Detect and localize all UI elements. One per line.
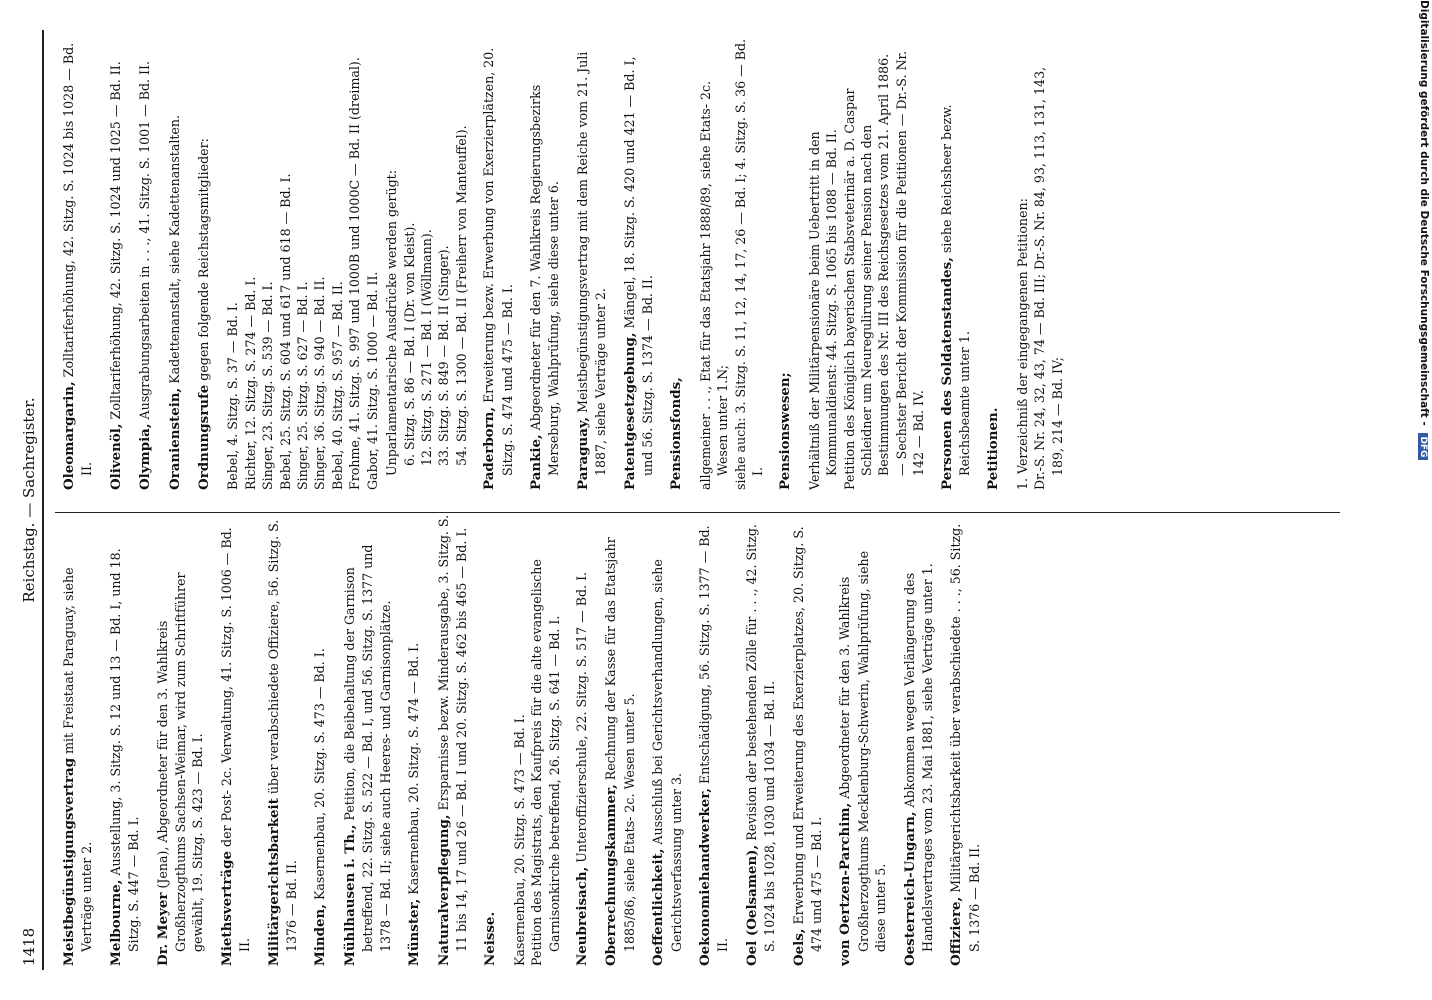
- entry-text: Ausstellung, 3. Sitzg. S. 12 und 13 — Bd. I, und 18. Sitzg. S. 447 — Bd. I.: [107, 548, 142, 952]
- entry-subline: Frohme, 41. Sitzg. S. 997 und 1000B und 1000C — Bd. II (dreimal).: [347, 57, 363, 490]
- page-number: 1418: [20, 927, 38, 966]
- entry-text: (Jena), Abgeordneter für den 3. Wahlkreis Großherzogthums Sachsen-Weimar, wird zum Schriftführer gewählt, 19. Sitzg. S. 423 — Bd. I.: [154, 572, 206, 952]
- register-entry: [481, 514, 499, 966]
- register-entry: [621, 38, 657, 490]
- entry-spacer: [766, 38, 776, 490]
- entry-subline: Singer, 36. Sitzg. S. 940 — Bd. II.: [312, 276, 328, 490]
- page-header: [18, 30, 44, 970]
- entry-text: Abgeordneter für den 7. Wahlkreis Regierungsbezirks Merseburg, Wahlprüfung, siehe diese unter 6.: [527, 84, 562, 476]
- entry-subline: Singer, 23. Sitzg. S. 539 — Bd. I.: [260, 281, 276, 490]
- entry-subline: Verhältniß der Militärpensionäre beim Uebertritt in den Kommunaldienst: 44. Sitzg. S. 1065 bis 1088 — Bd. II.: [806, 129, 840, 490]
- entry-spacer: [928, 38, 938, 490]
- entry-subheading: Unparlamentarische Ausdrücke werden gerügt:: [384, 170, 400, 476]
- entry-subline: Petition des Königlich bayerischen Stabsveterinär a. D. Caspar Schleidner um Neuregulirung seiner Pension nach den Bestimmungen des Nr. III des Reichsgesetzes vom 21. April 1886. — Sechster Bericht der Kommission für die Petitionen — Dr.-S. Nr. 142 — Bd. IV.: [841, 50, 927, 490]
- entry-keyword: Pensionswesen;: [777, 372, 794, 490]
- entry-subline: 54. Sitzg. S. 1300 — Bd. II (Freiherr von Manteuffel).: [453, 125, 469, 466]
- entry-subline: Kasernenbau, 20. Sitzg. S. 473 — Bd. I.: [511, 714, 527, 966]
- entry-keyword: Naturalverpflegung,: [435, 814, 452, 966]
- entry-keyword: Militärgerichtsbarkeit: [265, 798, 282, 966]
- entry-keyword: Patentgesetzgebung,: [621, 332, 638, 490]
- entry-keyword: Neubreisach,: [573, 866, 590, 966]
- entry-subline: 33. Sitzg. S. 849 — Bd. II (Singer).: [436, 245, 452, 466]
- register-entry: [341, 514, 394, 966]
- entry-text: Militärgerichtsbarkeit über verabschiedete . . ., 56. Sitzg. S. 1376 — Bd. II.: [948, 523, 982, 952]
- entry-keyword: Miethsverträge: [218, 850, 235, 966]
- register-entry: [311, 514, 329, 966]
- entry-spacer: [1066, 38, 1076, 490]
- entry-text: Unteroffizierschule, 22. Sitzg. S. 517 — Bd. I.: [573, 571, 589, 867]
- entry-text: Petition, die Beibehaltung der Garnison betreffend, 22. Sitzg. S. 522 — Bd. I, und 56. Sitzg. S. 1377 und 1378 — Bd. II; siehe auch Heeres- und Garnisonplätze.: [341, 544, 393, 952]
- entry-text: Abgeordneter für den 3. Wahlkreis Großherzogthums Mecklenburg-Schwerin, Wahlprüfung, siehe diese unter 5.: [837, 550, 889, 952]
- entry-keyword: Dr. Meyer: [154, 892, 171, 966]
- register-entry: [136, 38, 154, 490]
- entry-keyword: Oranienstein,: [166, 387, 183, 490]
- entry-subline: Bebel, 40. Sitzg. S. 957 — Bd. II.: [329, 281, 345, 490]
- entry-text: über verabschiedete Offiziere, 56. Sitzg. S. 1376 — Bd. II.: [265, 519, 300, 952]
- register-entry: [265, 514, 301, 966]
- entry-text: Ausgrabungsarbeiten in . . ., 41. Sitzg. S. 1001 — Bd. II.: [137, 61, 153, 424]
- entry-text: Ausschluß bei Gerichtsverhandlungen, siehe Gerichtsverfassung unter 3.: [650, 559, 684, 952]
- entry-text: siehe Reichsheer bezw. Reichsbeamte unter 1.: [938, 104, 973, 476]
- entry-subline: Dr.-S. Nr. 24, 32, 43, 74 — Bd. III; Dr.-S. Nr. 84, 93, 113, 131, 143, 189, 214 — Bd. IV;: [1032, 66, 1065, 490]
- entry-subline: Bebel, 25. Sitzg. S. 604 und 617 und 618 — Bd. I.: [277, 173, 293, 490]
- register-entry: [573, 514, 591, 966]
- entry-text: gegen folgende Reichstagsmitglieder:: [196, 138, 212, 385]
- register-entry: [60, 38, 96, 490]
- entry-text: Entschädigung, 56. Sitzg. S. 1377 — Bd. II.: [696, 525, 731, 952]
- entry-text: Kasernenbau, 20. Sitzg. S. 474 — Bd. I.: [406, 642, 422, 899]
- register-entry: [435, 514, 471, 966]
- register-entry: [938, 38, 974, 490]
- register-entry: [901, 514, 937, 966]
- page-title: Reichstag. — Sachregister.: [20, 397, 38, 603]
- entry-keyword: Melbourne,: [107, 879, 124, 966]
- watermark: [1412, 0, 1432, 1000]
- entry-keyword: Oekonomiehandwerker,: [696, 788, 713, 966]
- entry-keyword: Personen des Soldatenstandes,: [938, 257, 955, 490]
- register-entry: [405, 514, 423, 966]
- watermark-label: Digitalisierung gefördert durch die Deutsche Forschungsgemeinschaft -: [1418, 0, 1430, 426]
- entry-keyword: Offiziere,: [948, 896, 965, 966]
- register-entry: [743, 514, 779, 966]
- entry-keyword: Oeffentlichkeit,: [650, 848, 667, 966]
- register-entry: [60, 514, 96, 966]
- entry-text: mit Freistaat Paraguay, siehe Verträge unter 2.: [61, 567, 95, 952]
- entry-text: Ersparnisse bezw. Minderausgabe, 3. Sitzg. S. 11 bis 14, 17 und 26 — Bd. I und 20. Sitzg. S. 462 bis 465 — Bd. I.: [435, 514, 469, 952]
- register-entry: [574, 38, 610, 490]
- entry-subline: Bebel, 4. Sitzg. S. 37 — Bd. I.: [225, 302, 241, 490]
- register-entry: [667, 38, 685, 490]
- register-entry: [836, 514, 889, 966]
- register-entry: [649, 514, 685, 966]
- entry-text: der Post- 2c. Verwaltung, 41. Sitzg. S. 1006 — Bd. II.: [218, 527, 253, 952]
- entry-keyword: Minden,: [312, 904, 329, 966]
- right-column: [60, 38, 1076, 490]
- entry-keyword: Paraguay,: [574, 416, 591, 490]
- register-entry: [527, 38, 563, 490]
- watermark-text: [1418, 0, 1430, 700]
- column-divider: [55, 512, 1340, 513]
- entry-text: Zolltariferhöhung, 42. Sitzg. S. 1024 bis 1028 — Bd. II.: [61, 42, 95, 476]
- entry-text: Abkommen wegen Verlängerung des Handelsvertrages vom 23. Mai 1881, siehe Verträge unter 1.: [901, 563, 936, 952]
- entry-text: Erwerbung und Erweiterung des Exerzierplatzes, 20. Sitzg. S. 474 und 475 — Bd. I.: [790, 526, 824, 952]
- entry-text: Kadettenanstalt, siehe Kadettenanstalten.: [166, 114, 182, 388]
- entry-subline: 6. Sitzg. S. 86 — Bd. I (Dr. von Kleist).: [401, 222, 417, 466]
- entry-keyword: Pankie,: [527, 434, 544, 490]
- register-entry: [480, 38, 516, 490]
- entry-text: Revision der bestehenden Zölle für . . ., 42. Sitzg. S. 1024 bis 1028, 1030 und 1034 — Bd. II.: [743, 524, 778, 952]
- entry-subline: Gabor, 41. Sitzg. S. 1000 — Bd. II.: [364, 271, 380, 490]
- entry-text: Meistbegünstigungsvertrag mit dem Reiche vom 21. Juli 1887, siehe Verträge unter 2.: [574, 51, 609, 476]
- entry-keyword: von Oertzen-Parchim,: [837, 802, 854, 966]
- entry-keyword: Oels,: [790, 928, 807, 966]
- dfg-logo: DFG: [1418, 433, 1428, 460]
- entry-text: Erweiterung bezw. Erwerbung von Exerzierplätzen, 20. Sitzg. S. 474 und 475 — Bd. I.: [481, 47, 515, 476]
- entry-keyword: Ordnungsrufe: [196, 384, 213, 490]
- entry-subline: allgemeiner . . ., Etat für das Etatsjahr 1888/89, siehe Etats- 2c. Wesen unter 1.N;: [697, 80, 731, 490]
- entry-text: Rechnung der Kasse für das Etatsjahr 1885/86, siehe Etats- 2c. Wesen unter 5.: [603, 537, 637, 952]
- entry-spacer: [563, 514, 573, 966]
- register-entry: [984, 38, 1002, 490]
- register-entry: [195, 38, 213, 490]
- entry-keyword: Neisse.: [482, 911, 499, 966]
- entry-keyword: Oleomargarin,: [61, 381, 77, 490]
- left-column: [60, 514, 994, 966]
- entry-text: Kasernenbau, 20. Sitzg. S. 473 — Bd. I.: [312, 648, 328, 905]
- entry-keyword: Oel (Oelsamen),: [743, 844, 760, 966]
- register-entry: [696, 514, 732, 966]
- register-entry: [107, 38, 125, 490]
- entry-text: Zolltariferhöhung, 42. Sitzg. S. 1024 und 1025 — Bd. II.: [107, 61, 123, 424]
- entry-subline: Richter, 12. Sitzg. S. 274 — Bd. I.: [242, 276, 258, 490]
- register-entry: [166, 38, 184, 490]
- entry-keyword: Paderborn,: [481, 406, 498, 490]
- entry-keyword: Meistbegünstigungsvertrag: [61, 757, 77, 966]
- entry-keyword: Mühlhausen i. Th.,: [341, 824, 358, 966]
- entry-keyword: Olympia,: [137, 423, 154, 490]
- register-entry: [602, 514, 638, 966]
- entry-subline: 12. Sitzg. S. 271 — Bd. I (Wöllmann).: [418, 229, 434, 466]
- entry-keyword: Oesterreich-Ungarn,: [901, 811, 918, 966]
- entry-keyword: Petitionen.: [985, 407, 1002, 490]
- entry-subline: Petition des Magistrats, den Kaufpreis für die alte evangelische Garnisonkirche betreffend, 26. Sitzg. S. 641 — Bd. I.: [529, 559, 562, 966]
- entry-keyword: Pensionsfonds,: [668, 377, 685, 490]
- register-entry: [776, 38, 794, 490]
- entry-subline: Singer, 25. Sitzg. S. 627 — Bd. I.: [295, 281, 311, 490]
- entry-subline: 1. Verzeichniß der eingegangenen Petitionen:: [1014, 198, 1030, 490]
- register-entry: [947, 514, 983, 966]
- register-entry: [107, 514, 143, 966]
- entry-keyword: Olivenöl,: [107, 423, 124, 490]
- register-entry: [218, 514, 254, 966]
- entry-keyword: Oberrechnungskammer,: [603, 784, 620, 966]
- register-entry: [790, 514, 826, 966]
- entry-subline: siehe auch: 3. Sitzg. S. 11, 12, 14, 17, 26 — Bd. I; 4. Sitzg. S. 36 — Bd. I.: [732, 38, 765, 490]
- entry-spacer: [470, 38, 480, 490]
- entry-text: Mängel, 18. Sitzg. S. 420 und 421 — Bd. I, und 56. Sitzg. S. 1374 — Bd. II.: [621, 56, 655, 476]
- register-entry: [154, 514, 207, 966]
- entry-keyword: Münster,: [406, 898, 423, 966]
